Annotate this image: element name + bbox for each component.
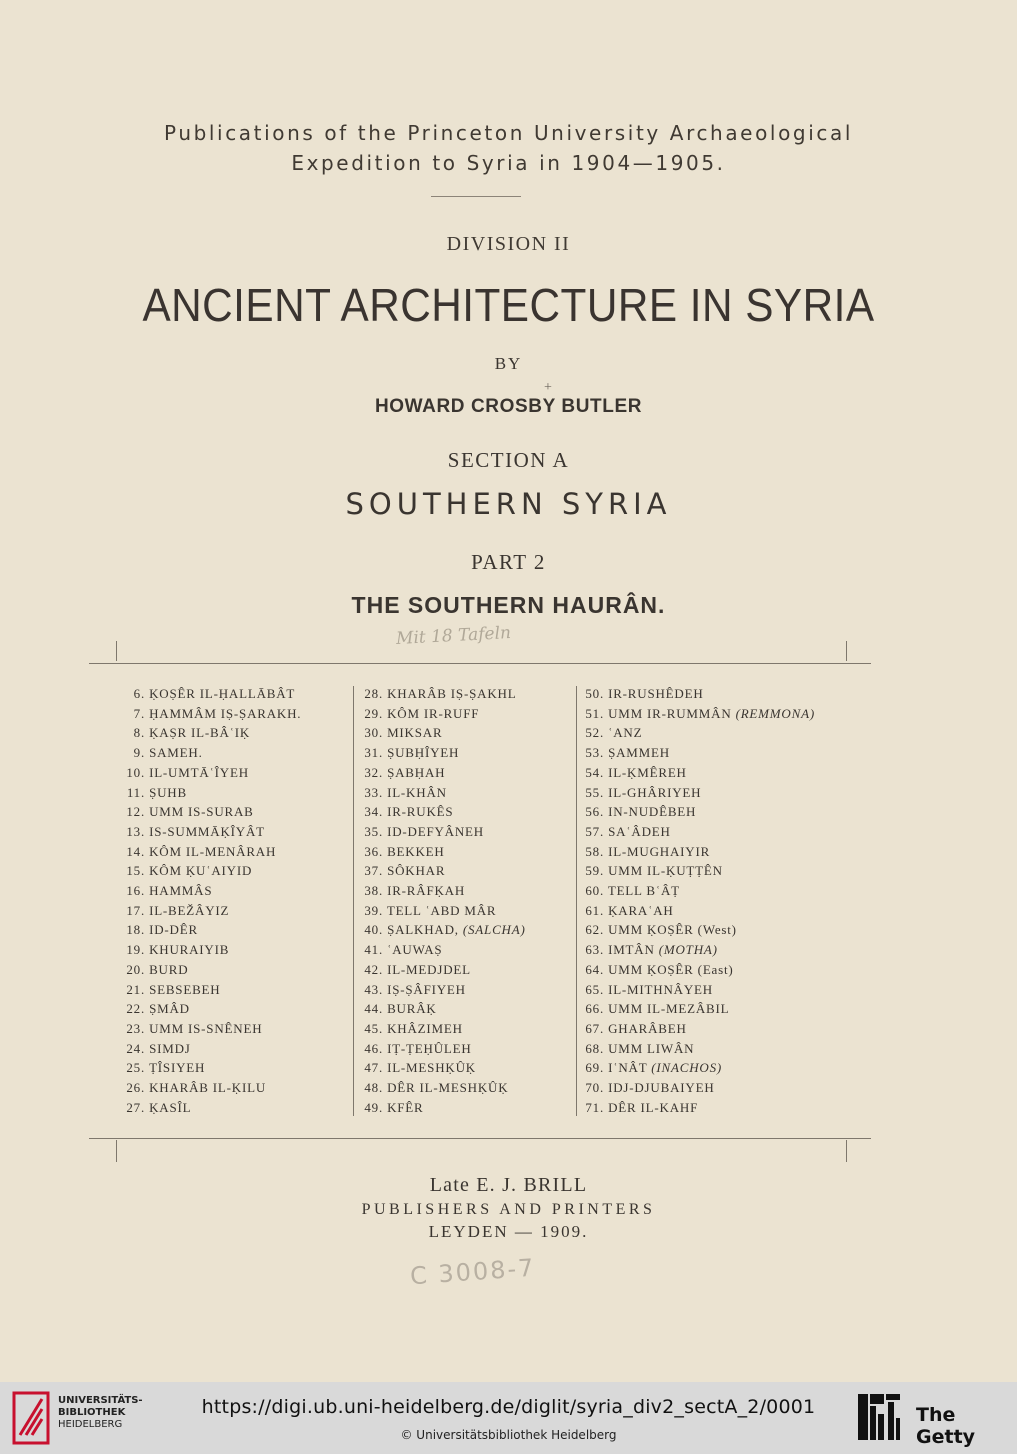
contents-entry [584, 881, 815, 901]
entry-site-name: ʿANZ [608, 725, 643, 741]
entry-number: 62. [585, 922, 604, 938]
entry-number: 9. [133, 745, 145, 761]
entry-site-name: ṢUHB [149, 784, 187, 800]
entry-site-name: MIKSAR [387, 725, 443, 741]
entry-number: 26. [126, 1080, 145, 1096]
contents-entry [122, 1098, 301, 1118]
entry-number: 70. [585, 1080, 604, 1096]
entry-number: 25. [126, 1060, 145, 1076]
pencil-plates-note: Mit 18 Tafeln [395, 623, 512, 649]
entry-number: 43. [364, 981, 383, 997]
entry-site-name: KÔM IR-RUFF [387, 705, 480, 721]
entry-number: 13. [126, 823, 145, 839]
contents-entry [584, 980, 815, 1000]
contents-entry [122, 723, 301, 743]
entry-number: 58. [585, 843, 604, 859]
entry-site-name: SAMEH. [149, 745, 203, 761]
entry-number: 40. [364, 922, 383, 938]
entry-ancient-name: (SALCHA) [462, 922, 526, 938]
entry-site-name: ḲARAʿAH [608, 902, 674, 918]
contents-entry [122, 920, 301, 940]
entry-number: 14. [126, 843, 145, 859]
contents-entry [361, 881, 526, 901]
entry-number: 65. [585, 981, 604, 997]
entry-site-name: KÔM ḲUʿAIYID [149, 863, 253, 879]
entry-site-name: UMM IS-SURAB [149, 804, 254, 820]
contents-entry [361, 861, 526, 881]
contents-entry [361, 822, 526, 842]
entry-site-name: ṢUBḤÎYEH [387, 745, 460, 761]
entry-site-name: BURD [149, 961, 189, 977]
contents-entry [584, 999, 815, 1019]
entry-site-name: KHURAIYIB [149, 942, 230, 958]
entry-number: 8. [133, 725, 145, 741]
contents-left-tick-top [116, 641, 117, 661]
contents-entry [122, 763, 301, 783]
main-title: ANCIENT ARCHITECTURE IN SYRIA [142, 279, 875, 331]
entry-number: 59. [585, 863, 604, 879]
contents-entry [584, 861, 815, 881]
entry-number: 19. [126, 942, 145, 958]
entry-number: 18. [126, 922, 145, 938]
contents-entry [584, 743, 815, 763]
entry-number: 36. [364, 843, 383, 859]
entry-number: 39. [364, 902, 383, 918]
contents-entry [361, 1019, 526, 1039]
contents-entry [361, 940, 526, 960]
entry-number: 66. [585, 1001, 604, 1017]
entry-site-name: BURÂḲ [387, 1001, 437, 1017]
contents-entry [361, 920, 526, 940]
entry-site-name: IL-MITHNÂYEH [608, 981, 713, 997]
region-title: SOUTHERN SYRIA [345, 487, 672, 521]
entry-ancient-name: (REMMONA) [735, 705, 815, 721]
entry-site-name: ḲOṢÊR IL-ḤALLĀBÂT [149, 686, 296, 701]
series-line-2: Expedition to Syria in 1904—1905. [291, 151, 726, 175]
entry-site-name: IMTÂN [608, 942, 659, 958]
contents-entry [122, 783, 301, 803]
entry-site-name: IL-BEŽÂYIZ [149, 902, 230, 918]
entry-number: 17. [126, 902, 145, 918]
contents-column-3 [584, 684, 815, 1117]
entry-number: 15. [126, 863, 145, 879]
entry-site-name: DÊR IL-MESHḲÛḲ [387, 1080, 509, 1096]
library-name-line-3: HEIDELBERG [58, 1419, 123, 1430]
contents-entry [361, 1078, 526, 1098]
entry-number: 34. [364, 804, 383, 820]
entry-site-name: TELL ʿABD MÂR [386, 902, 497, 918]
entry-number: 20. [126, 961, 145, 977]
entry-site-name: UMM IS-SNÊNEH [149, 1020, 263, 1036]
entry-number: 52. [585, 725, 604, 741]
contents-entry [584, 802, 815, 822]
entry-site-name: UMM LIWÂN [608, 1040, 695, 1056]
contents-entry [122, 980, 301, 1000]
entry-number: 67. [585, 1020, 604, 1036]
contents-entry [584, 901, 815, 921]
entry-site-name: SAʿÂDEH [608, 823, 671, 839]
contents-bottom-rule [89, 1138, 871, 1139]
entry-number: 55. [585, 784, 604, 800]
entry-number: 44. [364, 1001, 383, 1017]
entry-number: 50. [585, 686, 604, 701]
entry-number: 71. [585, 1099, 604, 1115]
entry-site-name: KFÊR [387, 1099, 424, 1115]
entry-site-name: KHÂZIMEH [387, 1020, 463, 1036]
entry-number: 68. [585, 1040, 604, 1056]
entry-number: 28. [364, 686, 383, 701]
entry-number: 31. [364, 745, 383, 761]
entry-site-name: IL-KHÂN [387, 784, 447, 800]
contents-entry [361, 802, 526, 822]
entry-site-name: IR-RUKÊS [387, 804, 454, 820]
entry-site-name: IL-MEDJDEL [387, 961, 471, 977]
section-heading: SECTION A [447, 448, 570, 472]
library-name-line-1: UNIVERSITÄTS- [58, 1395, 143, 1406]
contents-right-tick-top [846, 641, 847, 661]
entry-number: 16. [126, 883, 145, 899]
entry-site-name: ḤAMMÂM IṢ-ṢARAKH. [149, 705, 302, 721]
division-heading: DIVISION II [446, 233, 571, 255]
contents-entry [361, 763, 526, 783]
entry-site-name: IS-SUMMĀḲÎYÂT [149, 823, 265, 839]
entry-site-name: TELL BʿÂṬ [607, 883, 680, 899]
contents-entry [584, 960, 815, 980]
entry-site-name: ṢALKHAD, [387, 922, 463, 938]
title-divider [431, 196, 521, 197]
contents-entry [122, 743, 301, 763]
contents-entry [122, 999, 301, 1019]
entry-site-name: GHARÂBEH [608, 1020, 687, 1036]
column-divider-1 [353, 686, 354, 1116]
contents-entry [122, 802, 301, 822]
entry-site-name: IL-MESHḲÛḲ [387, 1060, 476, 1076]
by-label: BY [494, 354, 523, 373]
entry-number: 42. [364, 961, 383, 977]
entry-site-name: IṬ-ṬEḤÛLEH [387, 1040, 472, 1056]
contents-entry [122, 1078, 301, 1098]
entry-site-name: UMM IL-MEZÂBIL [608, 1001, 730, 1017]
contents-entry [361, 783, 526, 803]
entry-site-name: ṢMÂD [149, 1001, 190, 1017]
entry-number: 48. [364, 1080, 383, 1096]
entry-number: 63. [585, 942, 604, 958]
entry-site-name: ḲAṢR IL-BÂʿIḲ [149, 725, 251, 741]
entry-site-name: ṢAMMEH [608, 745, 670, 761]
copyright-notice: © Universitätsbibliothek Heidelberg [400, 1428, 617, 1442]
contents-column-1 [122, 684, 301, 1117]
contents-entry [361, 704, 526, 724]
getty-name[interactable]: The Getty [916, 1404, 976, 1448]
entry-number: 21. [126, 981, 145, 997]
entry-number: 29. [364, 705, 383, 721]
entry-site-name: UMM ḲOṢÊR (West) [608, 922, 737, 938]
contents-entry [122, 822, 301, 842]
contents-entry [584, 940, 815, 960]
column-divider-2 [576, 686, 577, 1116]
contents-entry [584, 1019, 815, 1039]
contents-entry [122, 684, 301, 704]
entry-ancient-name: (INACHOS) [651, 1060, 723, 1076]
contents-left-tick-bottom [116, 1140, 117, 1162]
entry-number: 10. [126, 764, 145, 780]
entry-site-name: IL-GHÂRIYEH [608, 784, 702, 800]
entry-number: 37. [364, 863, 383, 879]
pencil-shelfmark: C 3008-7 [409, 1253, 537, 1291]
contents-entry [122, 1058, 301, 1078]
contents-entry [122, 842, 301, 862]
entry-site-name: DÊR IL-KAHF [608, 1099, 699, 1115]
entry-site-name: SEBSEBEH [149, 981, 221, 997]
entry-number: 7. [133, 705, 145, 721]
entry-number: 22. [126, 1001, 145, 1017]
entry-number: 27. [126, 1099, 145, 1115]
contents-top-rule [89, 663, 871, 664]
viewer-footer [0, 1382, 1017, 1454]
entry-site-name: ṬÎSIYEH [149, 1060, 206, 1076]
contents-entry [584, 920, 815, 940]
contents-entry [361, 684, 526, 704]
contents-entry [361, 960, 526, 980]
contents-entry [122, 704, 301, 724]
entry-site-name: ʿAUWAṢ [387, 942, 443, 958]
entry-site-name: IR-RÂFḲAH [387, 883, 466, 899]
contents-entry [584, 783, 815, 803]
entry-number: 56. [585, 804, 604, 820]
entry-number: 46. [364, 1040, 383, 1056]
entry-number: 61. [585, 902, 604, 918]
contents-entry [361, 1098, 526, 1118]
entry-number: 47. [364, 1060, 383, 1076]
entry-site-name: IL-ḲMÊREH [608, 764, 687, 780]
entry-number: 60. [585, 883, 604, 899]
entry-number: 30. [364, 725, 383, 741]
contents-entry [361, 999, 526, 1019]
entry-site-name: IʿNÂT [608, 1060, 652, 1076]
contents-entry [361, 901, 526, 921]
entry-number: 69. [585, 1060, 604, 1076]
contents-entry [584, 704, 815, 724]
contents-entry [584, 842, 815, 862]
contents-entry [584, 822, 815, 842]
entry-number: 33. [364, 784, 383, 800]
entry-site-name: ID-DEFYÂNEH [387, 823, 484, 839]
contents-entry [122, 901, 301, 921]
series-title [0, 118, 1017, 178]
entry-number: 35. [364, 823, 383, 839]
entry-site-name: UMM ḲOṢÊR (East) [608, 961, 734, 977]
entry-site-name: KHARÂB IL-ḲILU [149, 1080, 267, 1096]
entry-site-name: SÔKHAR [387, 863, 446, 879]
contents-entry [584, 763, 815, 783]
contents-entry [584, 723, 815, 743]
entry-number: 23. [126, 1020, 145, 1036]
contents-entry [122, 861, 301, 881]
entry-number: 32. [364, 764, 383, 780]
entry-site-name: UMM IR-RUMMÂN [608, 705, 736, 721]
entry-number: 53. [585, 745, 604, 761]
contents-entry [584, 684, 815, 704]
contents-entry [361, 842, 526, 862]
contents-right-tick-bottom [846, 1140, 847, 1162]
entry-number: 54. [585, 764, 604, 780]
entry-number: 51. [585, 705, 604, 721]
contents-entry [584, 1078, 815, 1098]
part-subtitle: THE SOUTHERN HAURÂN. [351, 592, 666, 618]
entry-site-name: IR-RUSHÊDEH [608, 686, 704, 701]
contents-entry [122, 940, 301, 960]
part-heading: PART 2 [471, 550, 546, 574]
contents-entry [584, 1058, 815, 1078]
entry-number: 24. [126, 1040, 145, 1056]
library-name-line-2: BIBLIOTHEK [58, 1407, 126, 1418]
contents-column-2 [361, 684, 526, 1117]
entry-number: 64. [585, 961, 604, 977]
getty-logo-icon[interactable] [856, 1392, 902, 1442]
contents-entry [361, 980, 526, 1000]
publisher-name: Late E. J. BRILL [429, 1174, 588, 1196]
entry-site-name: IN-NUDÊBEH [608, 804, 697, 820]
contents-entry [122, 960, 301, 980]
entry-site-name: UMM IL-ḲUṬṬÊN [608, 863, 723, 879]
entry-number: 41. [364, 942, 383, 958]
author-cross-mark: + [544, 380, 552, 395]
contents-entry [584, 1039, 815, 1059]
entry-number: 45. [364, 1020, 383, 1036]
contents-entry [122, 1039, 301, 1059]
entry-number: 49. [364, 1099, 383, 1115]
contents-entry [361, 1058, 526, 1078]
entry-ancient-name: (MOTHA) [658, 942, 718, 958]
contents-entry [361, 743, 526, 763]
entry-site-name: KHARÂB IṢ-ṢAKHL [387, 686, 517, 701]
series-line-1: Publications of the Princeton University Archaeological [164, 121, 853, 145]
entry-site-name: IDJ-DJUBAIYEH [608, 1080, 715, 1096]
entry-number: 57. [585, 823, 604, 839]
entry-site-name: IL-UMTĀʿÎYEH [149, 764, 249, 780]
entry-site-name: IL-MUGHAIYIR [608, 843, 711, 859]
contents-entry [122, 1019, 301, 1039]
publisher-role: PUBLISHERS AND PRINTERS [361, 1201, 656, 1218]
entry-site-name: ṢABḤAH [387, 764, 446, 780]
permalink-url[interactable]: https://digi.ub.uni-heidelberg.de/diglit/syria_div2_sectA_2/0001 [201, 1396, 816, 1418]
author-name: HOWARD CROSBY BUTLER [374, 396, 643, 417]
entry-site-name: IṢ-ṢÂFIYEH [387, 981, 466, 997]
publisher-place-year: LEYDEN — 1909. [428, 1222, 589, 1241]
contents-entry [584, 1098, 815, 1118]
entry-site-name: SIMDJ [149, 1040, 191, 1056]
entry-number: 11. [126, 784, 145, 800]
entry-number: 12. [126, 804, 145, 820]
entry-site-name: BEKKEH [387, 843, 445, 859]
contents-entry [361, 723, 526, 743]
entry-site-name: ID-DÊR [149, 922, 198, 938]
contents-entry [122, 881, 301, 901]
contents-entry [361, 1039, 526, 1059]
entry-site-name: KÔM IL-MENÂRAH [149, 843, 277, 859]
entry-site-name: HAMMÂS [149, 883, 213, 899]
entry-number: 38. [364, 883, 383, 899]
entry-site-name: ḲASÎL [149, 1099, 192, 1115]
entry-number: 6. [133, 686, 145, 701]
